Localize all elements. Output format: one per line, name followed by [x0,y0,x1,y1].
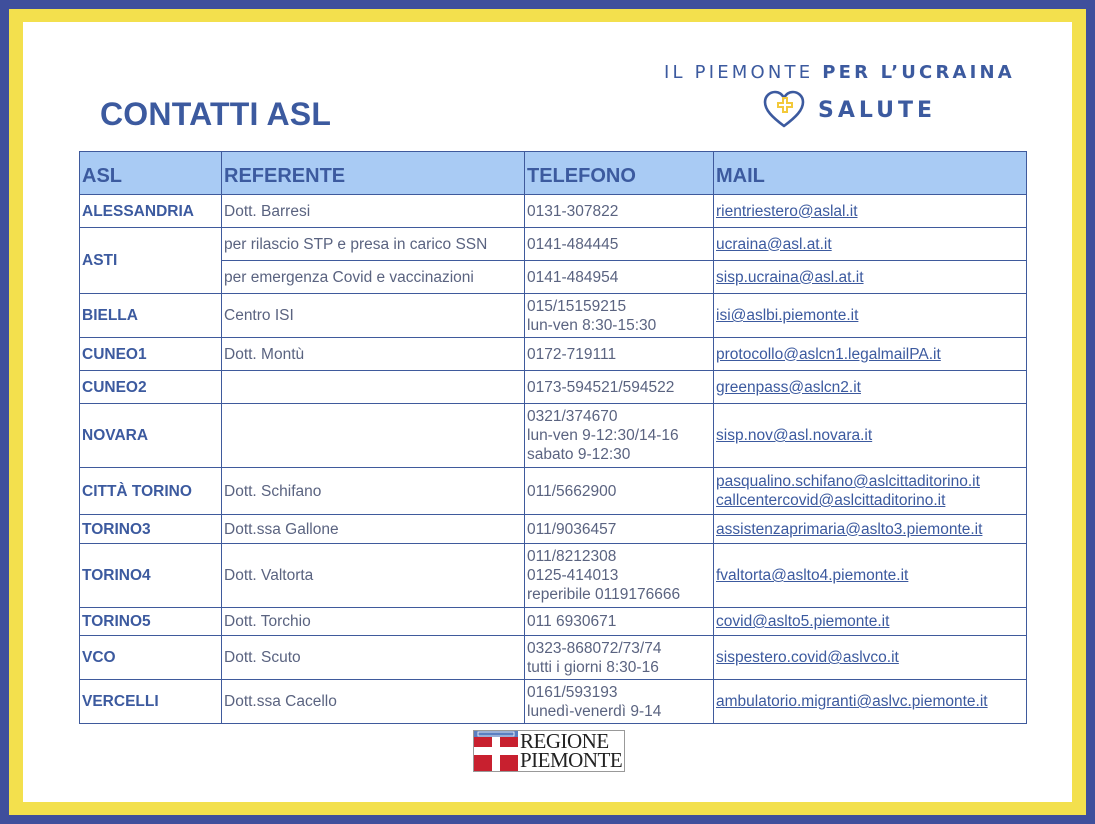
heart-cross-icon [762,90,806,130]
table-row [80,468,1027,515]
hours-line: tutti i giorni 8:30-16 [527,658,659,676]
mail-cell [714,404,1027,468]
email-link[interactable]: greenpass@aslcn2.it [716,378,861,396]
mail-cell [714,338,1027,371]
table-row [80,680,1027,724]
asl-cell: TORINO3 [80,515,222,544]
email-link[interactable]: sispestero.covid@aslvco.it [716,649,899,666]
phone-line: reperibile 0119176666 [527,586,681,603]
referente-cell: Dott. Montù [222,338,525,371]
telefono-cell [525,195,714,228]
referente-cell [222,371,525,404]
phone-line: 011/5662900 [527,482,617,500]
asl-cell: TORINO4 [80,544,222,608]
telefono-cell [525,294,714,338]
column-header-asl: ASL [80,152,222,195]
asl-cell: BIELLA [80,294,222,338]
table-row [80,261,1027,294]
phone-line: 0323-868072/73/74 [527,639,662,657]
referente-cell: Dott. Schifano [222,468,525,515]
hours-line: lun-ven 9-12:30/14-16 [527,427,679,444]
telefono-cell [525,371,714,404]
telefono-cell [525,636,714,680]
phone-line: 0141-484445 [527,235,619,253]
email-link[interactable]: sisp.nov@asl.novara.it [716,427,873,444]
mail-cell [714,468,1027,515]
mail-cell [714,371,1027,404]
column-header-referente: REFERENTE [222,152,525,195]
brand-tagline [664,62,1044,83]
phone-line: 015/15159215 [527,297,627,315]
asl-cell: CUNEO1 [80,338,222,371]
telefono-cell [525,228,714,261]
referente-cell: per rilascio STP e presa in carico SSN [222,228,525,261]
table-row [80,338,1027,371]
mail-cell [714,636,1027,680]
telefono-cell [525,515,714,544]
email-link[interactable]: isi@aslbi.piemonte.it [716,307,859,324]
asl-cell: CITTÀ TORINO [80,468,222,515]
mail-cell [714,544,1027,608]
asl-cell: NOVARA [80,404,222,468]
table-row [80,636,1027,680]
referente-cell: Centro ISI [222,294,525,338]
email-link[interactable]: protocollo@aslcn1.legalmailPA.it [716,345,941,363]
hours-line: lunedì-venerdì 9-14 [527,702,662,720]
referente-cell: Dott.ssa Gallone [222,515,525,544]
phone-line: 0173-594521/594522 [527,378,675,396]
table-row [80,544,1027,608]
phone-line: 0131-307822 [527,202,619,220]
telefono-cell [525,680,714,724]
referente-cell: Dott. Valtorta [222,544,525,608]
table-row [80,404,1027,468]
email-link[interactable]: rientriestero@aslal.it [716,202,858,220]
asl-contacts-table [79,151,1027,724]
phone-line: 0321/374670 [527,408,618,425]
email-link[interactable]: assistenzaprimaria@aslto3.piemonte.it [716,520,983,538]
logo-line-piemonte: PIEMONTE [520,748,623,772]
referente-cell: Dott.ssa Cacello [222,680,525,724]
table-header-row [80,152,1027,195]
table-row [80,228,1027,261]
telefono-cell [525,338,714,371]
email-link[interactable]: sisp.ucraina@asl.at.it [716,268,864,286]
table-row [80,294,1027,338]
email-link[interactable]: ambulatorio.migranti@aslvc.piemonte.it [716,693,988,710]
telefono-cell [525,261,714,294]
table-row [80,608,1027,636]
brand-tagline-regular: IL PIEMONTE [664,62,823,83]
hours-line: lun-ven 8:30-15:30 [527,316,657,334]
table-row [80,371,1027,404]
phone-line: 011/9036457 [527,520,617,538]
email-link[interactable]: pasqualino.schifano@aslcittaditorino.it [716,473,980,490]
telefono-cell [525,608,714,636]
mail-cell [714,515,1027,544]
brand-salute-row [762,90,936,130]
asl-cell: VERCELLI [80,680,222,724]
phone-line: 0172-719111 [527,345,617,363]
phone-line: 011/8212308 [527,548,617,565]
asl-cell: ASTI [80,228,222,294]
piemonte-crest-icon [474,731,518,771]
brand-salute: SALUTE [818,97,937,123]
referente-cell: Dott. Scuto [222,636,525,680]
telefono-cell [525,544,714,608]
referente-cell: Dott. Barresi [222,195,525,228]
phone-line: 0161/593193 [527,683,618,701]
mail-cell [714,294,1027,338]
brand-tagline-bold: PER L’UCRAINA [822,62,1015,83]
telefono-cell [525,404,714,468]
email-link[interactable]: covid@aslto5.piemonte.it [716,613,890,630]
asl-cell: TORINO5 [80,608,222,636]
column-header-telefono: TELEFONO [525,152,714,195]
asl-cell: ALESSANDRIA [80,195,222,228]
logo-line-regione: REGIONE [520,729,609,753]
referente-cell [222,404,525,468]
logo-wordmark [518,729,624,772]
table-row [80,515,1027,544]
hours-line: sabato 9-12:30 [527,446,631,463]
email-link[interactable]: callcentercovid@aslcittaditorino.it [716,492,946,509]
mail-cell [714,195,1027,228]
table-row [80,195,1027,228]
email-link[interactable]: ucraina@asl.at.it [716,235,832,253]
phone-line: 0125-414013 [527,567,619,584]
phone-line: 011 6930671 [527,613,617,630]
campaign-brand [664,62,1044,123]
telefono-cell [525,468,714,515]
asl-cell: VCO [80,636,222,680]
phone-line: 0141-484954 [527,268,619,286]
regione-piemonte-logo [473,730,625,772]
page-title: CONTATTI ASL [100,96,332,132]
mail-cell [714,680,1027,724]
asl-cell: CUNEO2 [80,371,222,404]
mail-cell [714,228,1027,261]
mail-cell [714,261,1027,294]
mail-cell [714,608,1027,636]
referente-cell: per emergenza Covid e vaccinazioni [222,261,525,294]
referente-cell: Dott. Torchio [222,608,525,636]
column-header-mail: MAIL [714,152,1027,195]
email-link[interactable]: fvaltorta@aslto4.piemonte.it [716,567,909,584]
